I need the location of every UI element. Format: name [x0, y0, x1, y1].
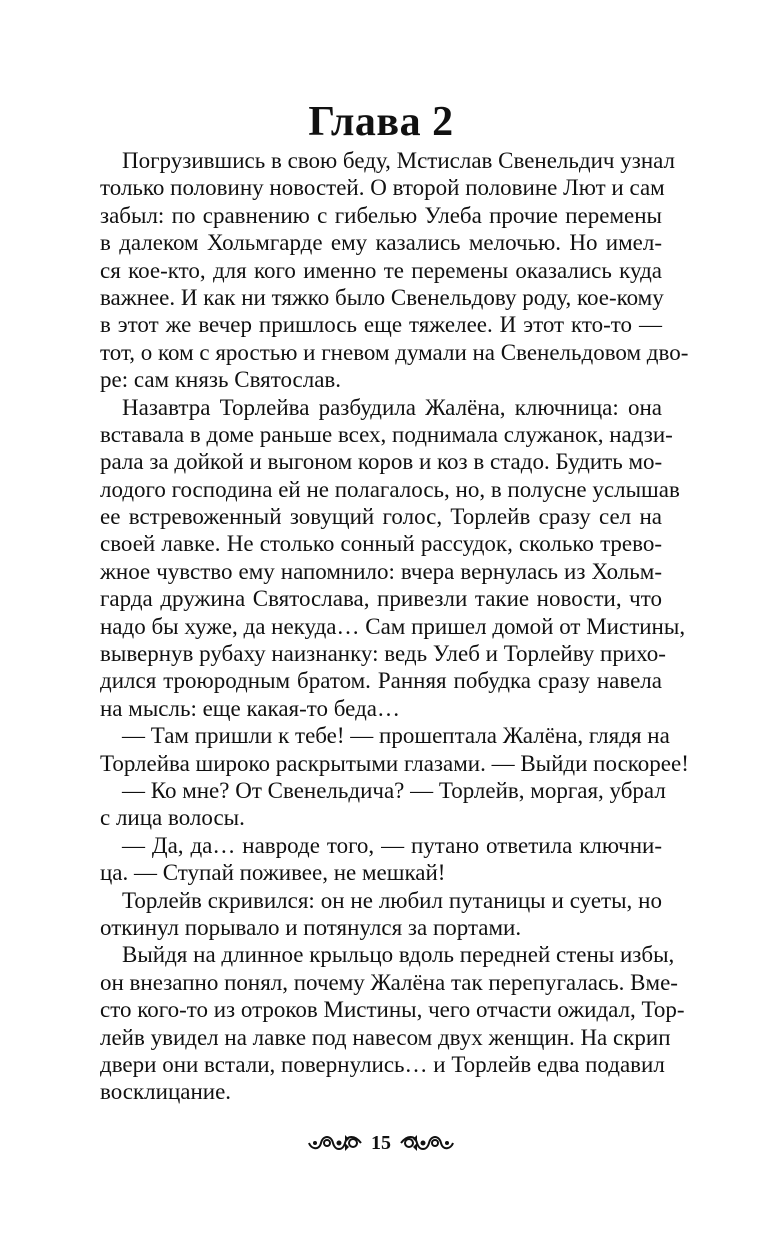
text-line: сто кого-то из отроков Мистины, чего отчасти ожидал, Тор-	[100, 997, 685, 1023]
page-footer	[100, 1127, 662, 1159]
paragraph	[100, 722, 689, 777]
text-line: Торлейва широко раскрытыми глазами. — Выйди поскорее!	[100, 750, 689, 776]
chapter-body	[100, 147, 689, 1106]
page-number: 15	[371, 1131, 391, 1154]
paragraph	[100, 887, 662, 942]
text-line: с лица волосы.	[100, 805, 245, 831]
text-line: в этот же вечер пришлось еще тяжелее. И этот кто-то —	[100, 312, 662, 338]
paragraph	[100, 147, 689, 394]
text-line: лодого господина ей не полагалось, но, в полусне услышав	[100, 476, 680, 502]
chapter-title: Глава 2	[308, 99, 454, 145]
text-line: в далеком Хольмгарде ему казались мелочью. Но имел-	[100, 230, 662, 256]
text-line: только половину новостей. О второй половине Лют и сам	[100, 175, 665, 201]
text-line: дился троюродным братом. Ранняя побудка сразу навела	[100, 668, 662, 694]
text-line: Погрузившись в свою беду, Мстислав Свенельдич узнал	[122, 148, 676, 173]
left-ornament-icon	[307, 1131, 363, 1155]
text-line: — Там пришли к тебе! — прошептала Жалёна, глядя на	[122, 723, 670, 749]
text-line: на мысль: еще какая-то беда…	[100, 695, 400, 721]
text-line: Назавтра Торлейва разбудила Жалёна, ключница: она	[122, 394, 662, 420]
text-line: своей лавке. Не столько сонный рассудок, сколько трево-	[100, 531, 662, 557]
text-line: — Да, да… навроде того, — путано ответила ключни-	[122, 832, 662, 858]
book-page	[100, 0, 689, 1240]
text-line: гарда дружина Святослава, привезли такие новости, что	[100, 586, 662, 612]
text-line: он внезапно понял, почему Жалёна так перепугалась. Вме-	[100, 969, 678, 995]
paragraph	[100, 832, 662, 887]
paragraph	[100, 941, 685, 1105]
paragraph	[100, 394, 686, 723]
text-line: вывернув рубаху наизнанку: ведь Улеб и Торлейву прихо-	[100, 641, 666, 667]
text-line: забыл: по сравнению с гибелью Улеба прочие перемены	[100, 202, 662, 228]
text-line: важнее. И как ни тяжко было Свенельдову роду, кое-кому	[100, 284, 664, 310]
text-line: — Ко мне? От Свенельдича? — Торлейв, моргая, убрал	[122, 777, 666, 803]
text-line: откинул порывало и потянулся за портами.	[100, 914, 522, 940]
text-line: ца. — Ступай поживее, не мешкай!	[100, 860, 446, 886]
text-line: Торлейв скривился: он не любил путаницы и суеты, но	[122, 887, 662, 913]
right-ornament-icon	[399, 1131, 455, 1155]
text-line: ся кое-кто, для кого именно те перемены оказались куда	[100, 257, 662, 283]
text-line: надо бы хуже, да некуда… Сам пришел домой от Мистины,	[100, 613, 686, 639]
text-line: жное чувство ему напомнило: вчера вернулась из Хольм-	[100, 558, 662, 584]
text-line: тот, о ком с яростью и гневом думали на Свенельдовом дво-	[100, 339, 689, 365]
text-line: Выйдя на длинное крыльцо вдоль передней стены избы,	[122, 942, 675, 968]
text-line: двери они встали, повернулись… и Торлейв едва подавил	[100, 1051, 665, 1077]
text-line: ре: сам князь Святослав.	[100, 367, 342, 393]
paragraph	[100, 777, 666, 832]
text-line: вставала в доме раньше всех, поднимала служанок, надзи-	[100, 421, 673, 447]
text-line: рала за дойкой и выгоном коров и коз в стадо. Будить мо-	[100, 449, 663, 475]
text-line: лейв увидел на лавке под навесом двух женщин. На скрип	[100, 1024, 671, 1050]
text-line: ее встревоженный зовущий голос, Торлейв сразу сел на	[100, 504, 662, 530]
text-line: восклицание.	[100, 1079, 232, 1105]
